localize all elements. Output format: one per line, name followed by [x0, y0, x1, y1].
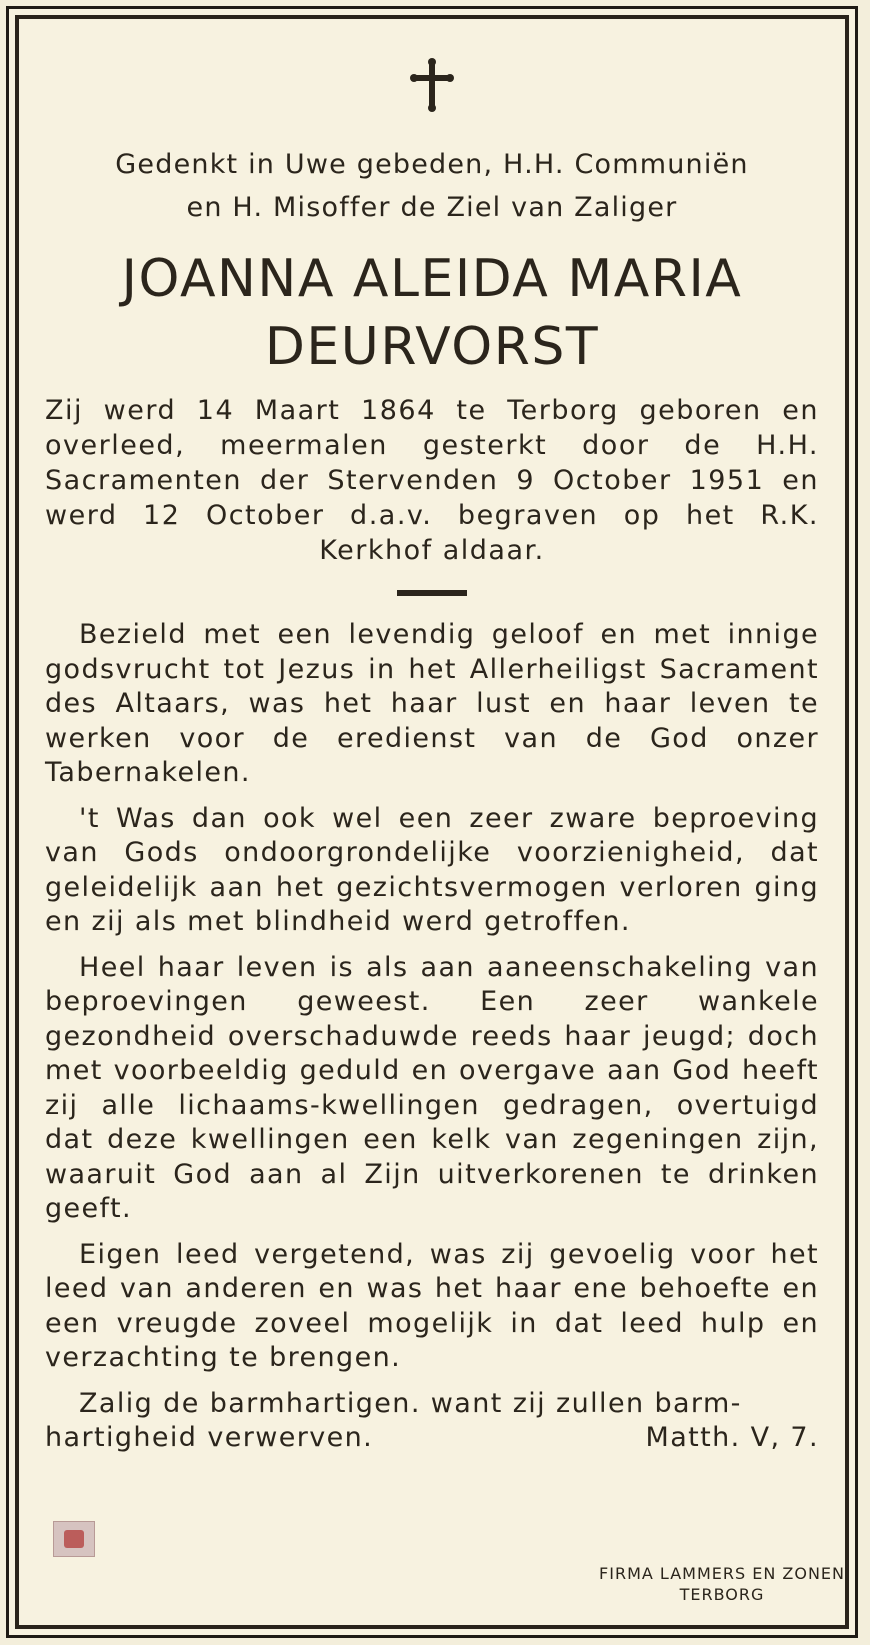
life-dates-text: Zij werd 14 Maart 1864 te Terborg geboren en overleed, meermalen gesterkt door de H.H. Sacramenten der Stervenden 9 October 1951 en werd 12 October d.a.v. begraven op het R.K. Kerkhof aldaar.	[45, 395, 819, 566]
closing-quote	[45, 1387, 819, 1456]
scripture-reference: Matth. V, 7.	[645, 1422, 819, 1453]
paragraph-faith: Bezield met een levendig geloof en met innige godsvrucht tot Jezus in het Allerheiligst Sacrament des Altaars, was het haar lust en haar leven te werken voor de eredienst van de God onzer Tabernakelen.	[45, 619, 819, 788]
name-line-2: DEURVORST	[264, 317, 600, 377]
closing-text-end: hartigheid verwerven.	[45, 1422, 374, 1453]
closing-text-main: Zalig de barmhartigen. want zij zullen barm-	[79, 1387, 742, 1419]
cross-icon	[408, 57, 456, 113]
deceased-name	[45, 245, 819, 381]
memorial-card	[6, 6, 858, 1638]
closing-last-line	[45, 1421, 819, 1456]
printer-credit	[599, 1563, 845, 1605]
card-content	[45, 57, 819, 1456]
paragraph-charity: Eigen leed vergetend, was zij gevoelig voor het leed van anderen en was het haar ene behoefte en een vreugde zoveel mogelijk in dat leed hulp en verzachting te brengen.	[45, 1238, 819, 1373]
name-line-1: JOANNA ALEIDA MARIA	[121, 249, 743, 309]
intro-line-2: en H. Misoffer de Ziel van Zaliger	[186, 192, 678, 223]
archive-seal-icon	[53, 1521, 95, 1557]
intro-line-1: Gedenkt in Uwe gebeden, H.H. Communiën	[115, 149, 749, 180]
intro-text	[45, 143, 819, 229]
printer-name: FIRMA LAMMERS EN ZONEN	[599, 1564, 845, 1583]
divider	[397, 590, 467, 596]
printer-town: TERBORG	[679, 1585, 765, 1604]
paragraph-blindness: 't Was dan ook wel een zeer zware beproeving van Gods ondoorgrondelijke voorzienigheid, dat geleidelijk aan het gezichtsvermogen verloren ging en zij als met blindheid werd getroffen.	[45, 802, 819, 937]
paragraph-trials: Heel haar leven is als aan aaneenschakeling van beproevingen geweest. Een zeer wankele gezondheid overschaduwde reeds haar jeugd; doch met voorbeeldig geduld en overgave aan God heeft zij alle lichaams-kwellingen gedragen, overtuigd dat deze kwellingen een kelk van zegeningen zijn, waaruit God aan al Zijn uitverkorenen te drinken geeft.	[45, 951, 819, 1224]
